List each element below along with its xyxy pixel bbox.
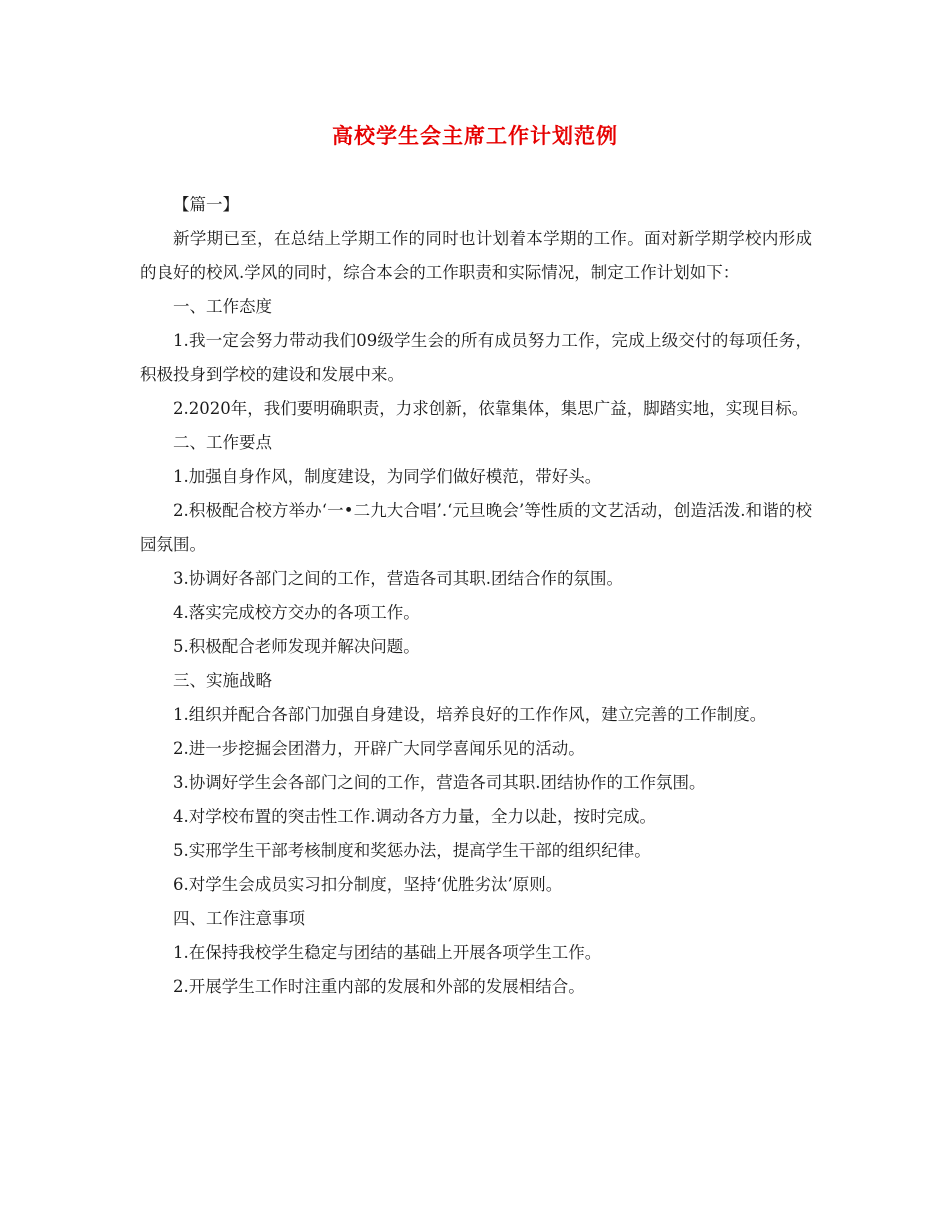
list-item: 2.进一步挖掘会团潜力，开辟广大同学喜闻乐见的活动。 [173,739,585,758]
document-body [140,188,812,1004]
list-item: 5.积极配合老师发现并解决问题。 [173,637,420,656]
list-item: 5.实邢学生干部考核制度和奖惩办法，提高学生干部的组织纪律。 [173,841,651,860]
section-heading: 二、工作要点 [173,433,272,452]
list-item: 2.开展学生工作时注重内部的发展和外部的发展相结合。 [173,977,585,996]
list-item: 2.2020年，我们要明确职责，力求创新，依靠集体，集思广益，脚踏实地，实现目标。 [173,399,809,418]
list-item: 3.协调好学生会各部门之间的工作，营造各司其职.团结协作的工作氛围。 [173,773,706,792]
list-item: 6.对学生会成员实习扣分制度，坚持‘优胜劣汰’原则。 [173,875,563,894]
list-item: 1.加强自身作风，制度建设，为同学们做好模范，带好头。 [173,467,602,486]
section-heading: 四、工作注意事项 [173,909,305,928]
document-title: 高校学生会主席工作计划范例 [332,123,618,148]
section-heading: 三、实施战略 [173,671,272,690]
list-item: 3.协调好各部门之间的工作，营造各司其职.团结合作的氛围。 [173,569,623,588]
section-heading: 一、工作态度 [173,297,272,316]
intro-paragraph: 新学期已至，在总结上学期工作的同时也计划着本学期的工作。面对新学期学校内形成的良好的校风.学风的同时，综合本会的工作职责和实际情况，制定工作计划如下： [140,229,812,282]
list-item: 1.组织并配合各部门加强自身建设，培养良好的工作作风，建立完善的工作制度。 [173,705,767,724]
list-item: 1.在保持我校学生稳定与团结的基础上开展各项学生工作。 [173,943,602,962]
list-item: 1.我一定会努力带动我们09级学生会的所有成员努力工作，完成上级交付的每项任务，积极投身到学校的建设和发展中来。 [140,331,812,384]
list-item: 4.落实完成校方交办的各项工作。 [173,603,420,622]
list-item: 4.对学校布置的突击性工作.调动各方力量，全力以赴，按时完成。 [173,807,656,826]
list-item: 2.积极配合校方举办‘一•二九大合唱’.‘元旦晚会’等性质的文艺活动，创造活泼.和谐的校园氛围。 [140,501,812,554]
section-marker: 【篇一】 [173,195,239,214]
